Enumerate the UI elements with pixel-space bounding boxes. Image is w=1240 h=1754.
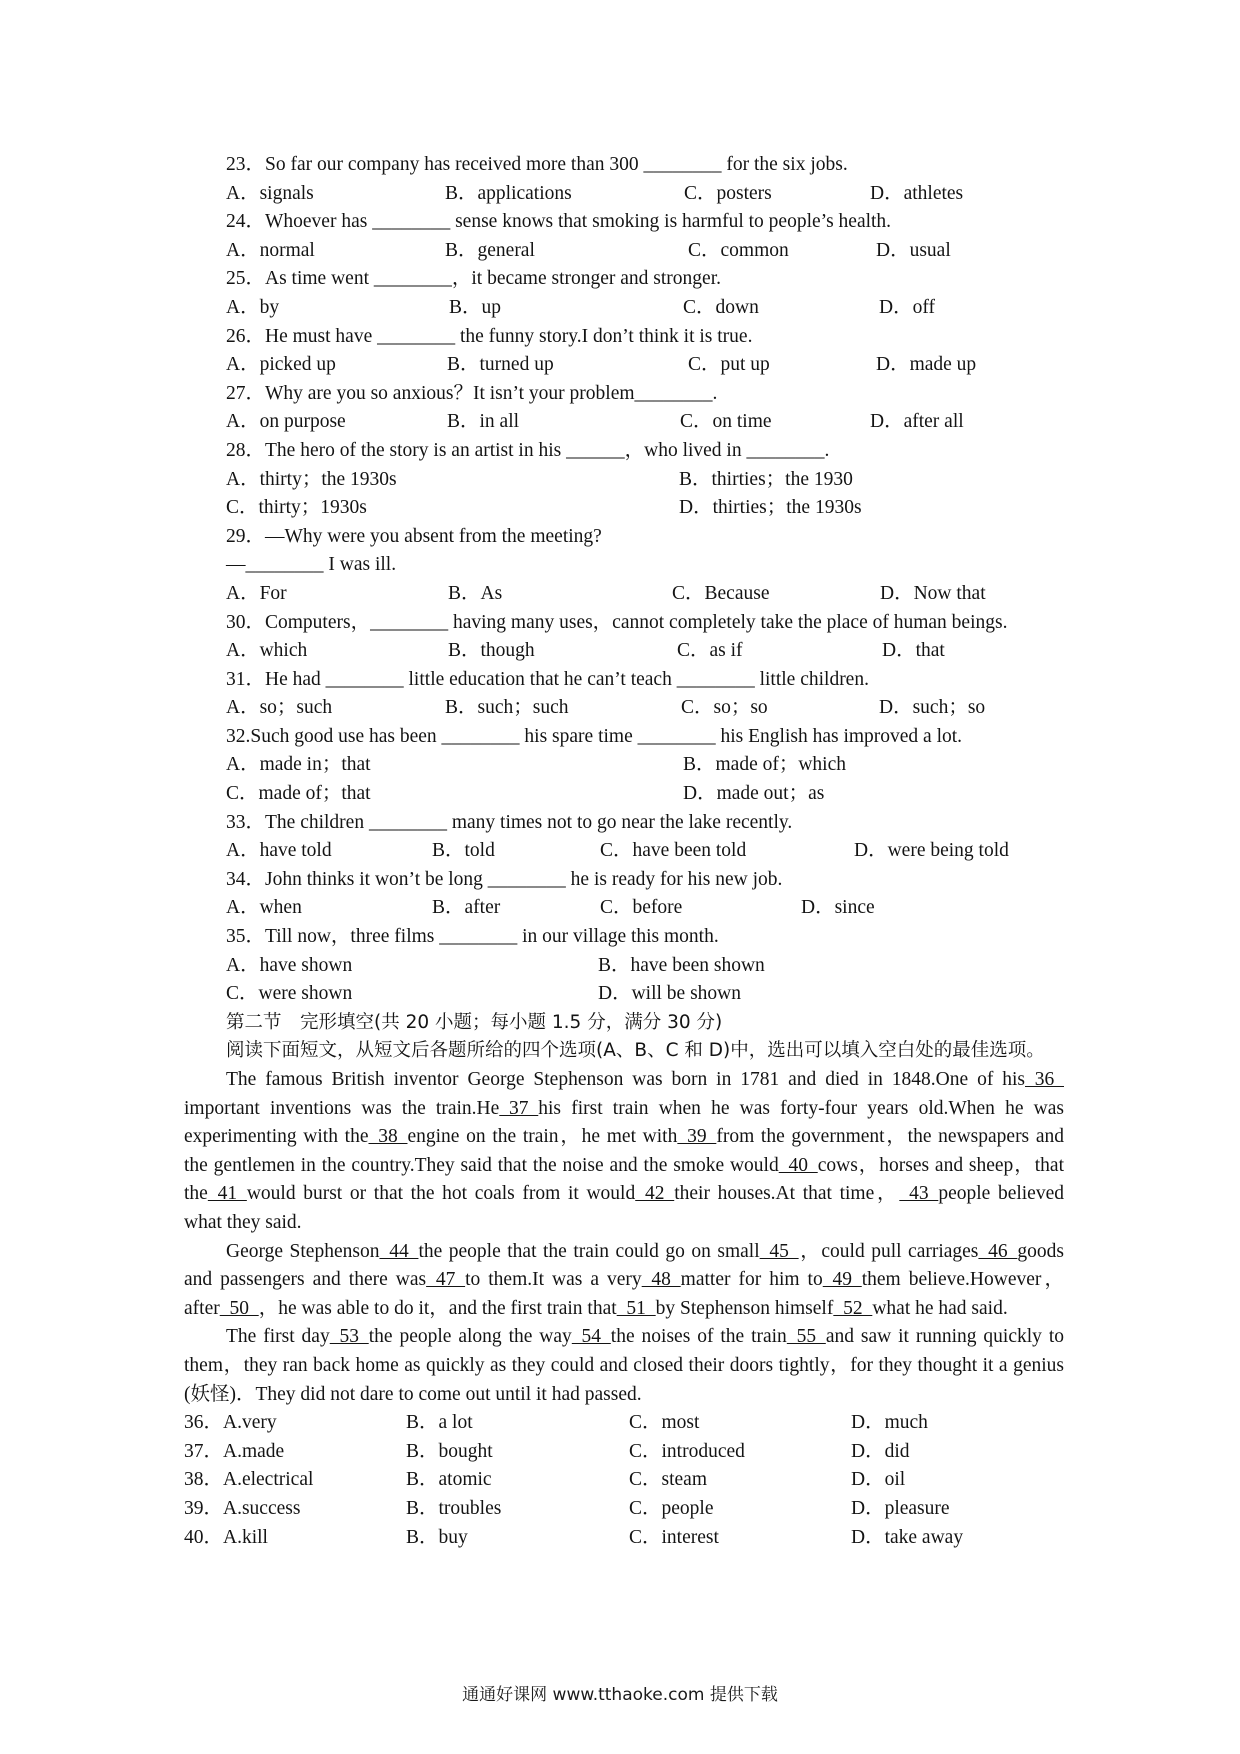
option: A．which bbox=[226, 640, 308, 662]
cloze-blank: 45 bbox=[759, 1240, 799, 1262]
question-stem: 26．He must have ________ the funny story.I don’t think it is true. bbox=[226, 325, 753, 347]
option: A．signals bbox=[226, 182, 314, 204]
option: A．so；such bbox=[226, 697, 333, 719]
option: 37．A.made bbox=[184, 1440, 285, 1462]
passage-text: what he had said. bbox=[872, 1297, 1008, 1319]
exam-content bbox=[184, 151, 1064, 1552]
option-row bbox=[184, 351, 1064, 380]
passage-text: goods and passengers and there was bbox=[184, 1240, 1064, 1291]
passage-text: to them.It was a very bbox=[465, 1269, 642, 1291]
option: D．after all bbox=[870, 411, 964, 433]
option: D．much bbox=[851, 1412, 928, 1434]
cloze-blank: 36 bbox=[1025, 1069, 1064, 1090]
option: D．pleasure bbox=[851, 1497, 950, 1519]
question-stem: 33．The children ________ many times not to go near the lake recently. bbox=[226, 811, 793, 833]
option: B．thirties；the 1930 bbox=[679, 468, 853, 490]
option: D．Now that bbox=[880, 582, 986, 604]
option: C．introduced bbox=[629, 1440, 745, 1462]
option: A．For bbox=[226, 582, 287, 604]
question-stem: 35．Till now，three films ________ in our village this month. bbox=[226, 926, 719, 948]
option-row bbox=[184, 494, 1064, 523]
cloze-blank: 44 bbox=[379, 1240, 419, 1262]
option: D．made out；as bbox=[683, 783, 825, 805]
option: A．have shown bbox=[226, 954, 353, 976]
option: B．up bbox=[449, 296, 502, 318]
option: C．most bbox=[629, 1412, 700, 1434]
passage-text: by Stephenson himself bbox=[655, 1297, 834, 1319]
option: B．a lot bbox=[406, 1412, 473, 1434]
question-stem: 25．As time went ________，it became stronger and stronger. bbox=[226, 268, 721, 290]
option: D．since bbox=[801, 897, 875, 919]
question-stem: 24．Whoever has ________ sense knows that smoking is harmful to people’s health. bbox=[226, 211, 892, 233]
section-heading: 第二节 完形填空(共 20 小题；每小题 1.5 分，满分 30 分) bbox=[226, 1011, 723, 1033]
option-row bbox=[184, 1495, 1064, 1524]
passage-text: ，he was able to do it，and the first train that bbox=[258, 1297, 617, 1319]
option-row bbox=[184, 952, 1064, 981]
option-row bbox=[184, 780, 1064, 809]
option: C．thirty；1930s bbox=[226, 497, 367, 519]
option: 36．A.very bbox=[184, 1412, 277, 1434]
passage-text: matter for him to bbox=[680, 1269, 823, 1291]
passage-text: engine on the train，he met with bbox=[407, 1126, 678, 1148]
option: D．will be shown bbox=[598, 983, 741, 1005]
option: B．turned up bbox=[447, 354, 554, 376]
option-row bbox=[184, 1524, 1064, 1553]
option: A．thirty；the 1930s bbox=[226, 468, 397, 490]
question-stem: 31．He had ________ little education that he can’t teach ________ little children. bbox=[226, 668, 869, 690]
passage-text: the noises of the train bbox=[610, 1326, 787, 1348]
option: 39．A.success bbox=[184, 1497, 301, 1519]
cloze-blank: 37 bbox=[499, 1097, 539, 1119]
option: D．thirties；the 1930s bbox=[679, 497, 862, 519]
option: C．have been told bbox=[600, 840, 747, 862]
option: 40．A.kill bbox=[184, 1526, 268, 1548]
cloze-blank: 52 bbox=[833, 1297, 873, 1319]
option: A．picked up bbox=[226, 354, 336, 376]
option: D．that bbox=[882, 640, 945, 662]
option: B．buy bbox=[406, 1526, 468, 1548]
option: A．by bbox=[226, 296, 280, 318]
page-footer: 通通好课网 www.tthaoke.com 提供下载 bbox=[462, 1685, 778, 1705]
option: C．common bbox=[688, 239, 789, 261]
option: B．troubles bbox=[406, 1497, 502, 1519]
passage-text: ，could pull carriages bbox=[798, 1240, 979, 1262]
question-stem: 32.Such good use has been ________ his spare time ________ his English has improved a lot. bbox=[226, 725, 963, 747]
question-reply: —________ I was ill. bbox=[226, 554, 397, 576]
option: A．have told bbox=[226, 840, 332, 862]
cloze-blank: 54 bbox=[571, 1326, 611, 1348]
option-row bbox=[184, 408, 1064, 437]
passage-text: cows，horses and sheep，that the bbox=[184, 1154, 1064, 1205]
option: B．told bbox=[432, 840, 495, 862]
option-row bbox=[184, 580, 1064, 609]
option: 38．A.electrical bbox=[184, 1469, 314, 1491]
cloze-blank: 50 bbox=[219, 1297, 259, 1319]
option: D．such；so bbox=[879, 697, 986, 719]
option: D．did bbox=[851, 1440, 910, 1462]
passage-text: their houses.At that time， bbox=[674, 1183, 900, 1205]
question-stem: 23．So far our company has received more than 300 ________ for the six jobs. bbox=[226, 154, 848, 175]
option: B．applications bbox=[445, 182, 572, 204]
option: A．normal bbox=[226, 239, 315, 261]
passage-text: people believed what they said. bbox=[184, 1183, 1064, 1233]
option: A．when bbox=[226, 897, 302, 919]
option: C．as if bbox=[677, 640, 743, 662]
option: C．down bbox=[683, 296, 759, 318]
option: C．on time bbox=[680, 411, 772, 433]
option: D．usual bbox=[876, 239, 951, 261]
cloze-blank: 38 bbox=[368, 1126, 408, 1148]
option-row bbox=[184, 466, 1064, 495]
option: D．off bbox=[879, 296, 935, 318]
option: C．before bbox=[600, 897, 683, 919]
option: C．so；so bbox=[681, 697, 768, 719]
cloze-paragraph-3 bbox=[184, 1323, 1064, 1409]
cloze-blank: 40 bbox=[778, 1154, 818, 1176]
passage-text: would burst or that the hot coals from it would bbox=[246, 1183, 636, 1205]
question-stem: 27．Why are you so anxious？It isn’t your problem________. bbox=[226, 382, 718, 404]
option: A．made in；that bbox=[226, 754, 371, 776]
passage-text: and saw it running quickly to them，they ran back home as quickly as they could and closed their doors tightly，for they thought it a genius (妖怪)．They did not dare to come out until it had passed. bbox=[184, 1326, 1065, 1405]
option: B．general bbox=[445, 239, 535, 261]
passage-text: from the government，the newspapers and the gentlemen in the country.They said that the noise and the smoke would bbox=[184, 1126, 1064, 1176]
option: B．atomic bbox=[406, 1469, 492, 1491]
passage-text: the people that the train could go on small bbox=[418, 1240, 760, 1262]
option: D．were being told bbox=[854, 840, 1009, 862]
option-row bbox=[184, 180, 1064, 209]
passage-text: them believe.However，after bbox=[184, 1269, 1064, 1319]
option-row bbox=[184, 694, 1064, 723]
option: A．on purpose bbox=[226, 411, 346, 433]
cloze-blank: 51 bbox=[616, 1297, 656, 1319]
option: B．such；such bbox=[445, 697, 569, 719]
option-row bbox=[184, 1409, 1064, 1438]
option: B．As bbox=[448, 582, 503, 604]
passage-text: his first train when he was forty-four years old.When he was experimenting with the bbox=[184, 1097, 1065, 1148]
option: C．Because bbox=[672, 582, 770, 604]
option: C．made of；that bbox=[226, 783, 371, 805]
option-row bbox=[184, 294, 1064, 323]
cloze-blank: 41 bbox=[207, 1183, 247, 1205]
option: C．put up bbox=[688, 354, 770, 376]
option: B．though bbox=[448, 640, 535, 662]
cloze-blank: 42 bbox=[635, 1183, 675, 1205]
question-stem: 28．The hero of the story is an artist in his ______，who lived in ________. bbox=[226, 439, 830, 461]
cloze-blank: 48 bbox=[641, 1269, 681, 1291]
option: C．people bbox=[629, 1497, 714, 1519]
option-row bbox=[184, 894, 1064, 923]
passage-text: important inventions was the train.He bbox=[184, 1097, 500, 1119]
cloze-paragraph-2 bbox=[184, 1238, 1064, 1324]
option: D．take away bbox=[851, 1526, 964, 1548]
option-row bbox=[184, 237, 1064, 266]
option-row bbox=[184, 980, 1064, 1009]
option: B．bought bbox=[406, 1440, 493, 1462]
option: C．were shown bbox=[226, 983, 353, 1005]
question-stem: 34．John thinks it won’t be long ________ he is ready for his new job. bbox=[226, 868, 783, 890]
option: D．athletes bbox=[870, 182, 964, 204]
passage-text: The first day bbox=[226, 1326, 330, 1348]
option: B．made of；which bbox=[683, 754, 847, 776]
cloze-blank: 55 bbox=[786, 1326, 826, 1348]
option-row bbox=[184, 751, 1064, 780]
cloze-blank: 49 bbox=[822, 1269, 862, 1291]
cloze-blank: 43 bbox=[899, 1183, 939, 1205]
cloze-paragraph-1 bbox=[184, 1066, 1064, 1238]
option-row bbox=[184, 1466, 1064, 1495]
option-row bbox=[184, 1438, 1064, 1467]
option-row bbox=[184, 837, 1064, 866]
passage-text: George Stephenson bbox=[226, 1240, 380, 1262]
cloze-blank: 46 bbox=[978, 1240, 1018, 1262]
cloze-blank: 53 bbox=[329, 1326, 369, 1348]
section-instruction: 阅读下面短文，从短文后各题所给的四个选项(A、B、C 和 D)中，选出可以填入空白处的最佳选项。 bbox=[226, 1040, 1045, 1062]
cloze-blank: 47 bbox=[426, 1269, 466, 1291]
question-stem: 30．Computers，________ having many uses，cannot completely take the place of human beings. bbox=[226, 611, 1008, 633]
option: D．oil bbox=[851, 1469, 906, 1491]
option: C．steam bbox=[629, 1469, 707, 1491]
cloze-blank: 39 bbox=[677, 1126, 717, 1148]
option: C．posters bbox=[684, 182, 772, 204]
passage-text: the people along the way bbox=[368, 1326, 572, 1348]
option: C．interest bbox=[629, 1526, 719, 1548]
option: B．in all bbox=[447, 411, 520, 433]
option: D．made up bbox=[876, 354, 977, 376]
passage-text: The famous British inventor George Stephenson was born in 1781 and died in 1848.One of his bbox=[226, 1069, 1025, 1090]
option: B．after bbox=[432, 897, 501, 919]
question-stem: 29．—Why were you absent from the meeting? bbox=[226, 525, 602, 547]
option: B．have been shown bbox=[598, 954, 765, 976]
option-row bbox=[184, 637, 1064, 666]
